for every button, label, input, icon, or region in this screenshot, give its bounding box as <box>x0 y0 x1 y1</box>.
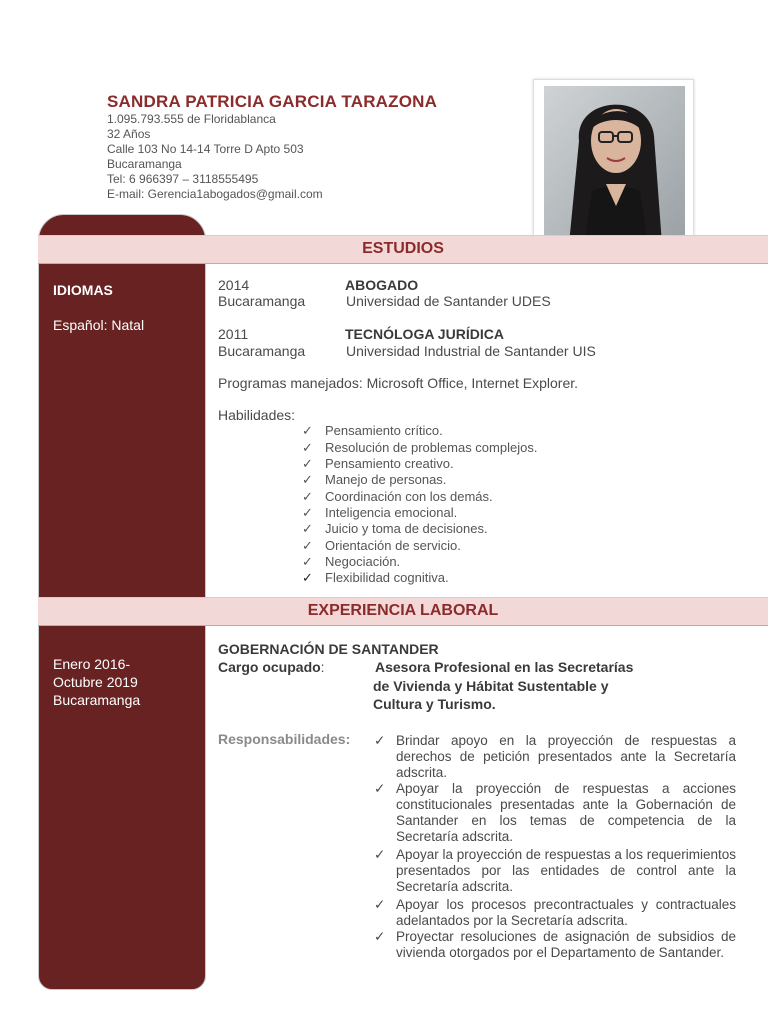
phone: Tel: 6 966397 – 3118555495 <box>107 172 259 186</box>
study-city: Bucaramanga <box>218 343 306 359</box>
role-colon: : <box>320 659 325 675</box>
check-icon: ✓ <box>374 847 386 862</box>
responsibility-text: Apoyar la proyección de respuestas a los requerimientos presentados por las entidades de control ante la Secretaría adscrita. <box>396 847 736 894</box>
skill-item <box>302 472 446 488</box>
skill-item <box>302 489 493 505</box>
study-year: 2014 <box>218 277 250 293</box>
skill-item <box>302 538 461 554</box>
responsibility-text: Brindar apoyo en la proyección de respuestas a derechos de petición presentados ante la Secretaría adscrita. <box>396 733 736 780</box>
id-line: 1.095.793.555 de Floridablanca <box>107 112 276 126</box>
role-label-line <box>218 659 325 675</box>
responsibility-text: Proyectar resoluciones de asignación de subsidios de vivienda otorgados por el Departamento de Santander. <box>396 929 736 960</box>
check-icon: ✓ <box>302 472 313 487</box>
skill-text: Flexibilidad cognitiva. <box>325 570 449 585</box>
role-label: Cargo ocupado <box>218 659 321 675</box>
check-icon: ✓ <box>302 521 313 536</box>
role-line: Cultura y Turismo. <box>373 696 496 712</box>
responsibility-item <box>374 847 736 895</box>
study-institution: Universidad Industrial de Santander UIS <box>346 343 596 359</box>
check-icon: ✓ <box>374 897 386 912</box>
skill-text: Juicio y toma de decisiones. <box>325 521 488 536</box>
candidate-name: SANDRA PATRICIA GARCIA TARAZONA <box>107 92 438 111</box>
experience-title: EXPERIENCIA LABORAL <box>307 602 499 619</box>
language-entry: Español: Natal <box>53 317 145 333</box>
experience-section-band <box>38 597 768 626</box>
check-icon: ✓ <box>302 538 313 553</box>
study-degree: ABOGADO <box>345 277 419 293</box>
skill-item <box>302 521 488 537</box>
check-icon: ✓ <box>302 423 313 438</box>
study-year: 2011 <box>218 326 249 342</box>
responsibility-item <box>374 929 736 961</box>
study-city: Bucaramanga <box>218 293 306 309</box>
check-icon: ✓ <box>374 733 386 748</box>
study-degree: TECNÓLOGA JURÍDICA <box>345 326 504 342</box>
experience-period-start: Enero 2016- <box>53 656 131 672</box>
role-line: Asesora Profesional en las Secretarías <box>375 659 634 675</box>
study-institution: Universidad de Santander UDES <box>346 293 551 309</box>
age: 32 Años <box>107 127 151 141</box>
role-line: de Vivienda y Hábitat Sustentable y <box>373 678 609 694</box>
email: E-mail: Gerencia1abogados@gmail.com <box>107 187 323 201</box>
responsibility-item <box>374 733 736 781</box>
skill-item <box>302 440 537 456</box>
skill-text: Resolución de problemas complejos. <box>325 440 538 455</box>
skill-text: Pensamiento crítico. <box>325 423 443 438</box>
responsibility-item <box>374 781 736 845</box>
skill-item <box>302 456 454 472</box>
responsibility-item <box>374 897 736 929</box>
profile-photo-frame <box>533 79 694 245</box>
skill-item <box>302 423 443 439</box>
company-name: GOBERNACIÓN DE SANTANDER <box>218 641 439 657</box>
check-icon: ✓ <box>302 570 313 585</box>
skill-text: Negociación. <box>325 554 401 569</box>
skill-item <box>302 570 449 586</box>
programs-line: Programas manejados: Microsoft Office, Internet Explorer. <box>218 375 579 391</box>
check-icon: ✓ <box>302 554 313 569</box>
studies-title: ESTUDIOS <box>362 240 444 257</box>
studies-section-band <box>38 235 768 264</box>
skill-item <box>302 554 400 570</box>
city: Bucaramanga <box>107 157 182 171</box>
skill-item <box>302 505 457 521</box>
check-icon: ✓ <box>302 440 313 455</box>
check-icon: ✓ <box>302 456 313 471</box>
skills-label: Habilidades: <box>218 407 296 423</box>
skill-text: Inteligencia emocional. <box>325 505 458 520</box>
experience-city: Bucaramanga <box>53 692 141 708</box>
address: Calle 103 No 14-14 Torre D Apto 503 <box>107 142 304 156</box>
skill-text: Manejo de personas. <box>325 472 447 487</box>
responsibilities-label: Responsabilidades: <box>218 731 351 747</box>
languages-title: IDIOMAS <box>53 282 113 298</box>
skill-text: Orientación de servicio. <box>325 538 461 553</box>
check-icon: ✓ <box>302 505 313 520</box>
check-icon: ✓ <box>374 781 386 796</box>
skill-text: Coordinación con los demás. <box>325 489 493 504</box>
check-icon: ✓ <box>302 489 313 504</box>
skill-text: Pensamiento creativo. <box>325 456 454 471</box>
check-icon: ✓ <box>374 929 386 944</box>
responsibility-text: Apoyar la proyección de respuestas a acciones constitucionales presentadas ante la Gobernación de Santander en los temas de competencia de la Secretaría adscrita. <box>396 781 736 844</box>
profile-photo <box>544 86 685 244</box>
experience-period-end: Octubre 2019 <box>53 674 138 690</box>
responsibility-text: Apoyar los procesos precontractuales y contractuales adelantados por la Secretaría adscrita. <box>396 897 736 928</box>
